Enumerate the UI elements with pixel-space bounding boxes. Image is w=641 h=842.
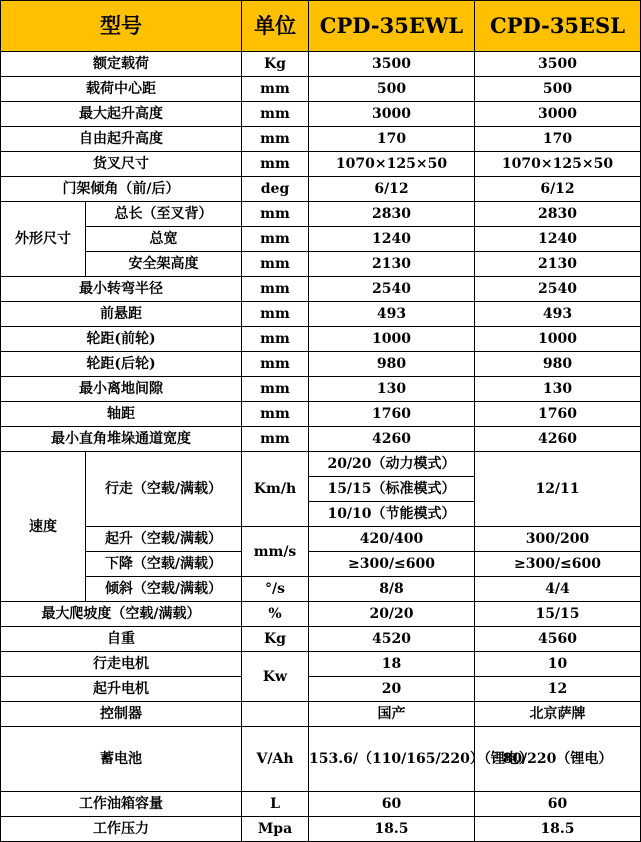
row-value-2: 1070×125×50 [475,152,641,177]
row-value-2: 3000 [475,102,641,127]
row-label: 行走电机 [1,652,242,677]
table-row [1,327,641,352]
row-value-2: 18.5 [475,817,641,842]
row-value-2: 12/11 [475,452,641,527]
row-value-2: 980 [475,352,641,377]
row-value-1: 980 [309,352,475,377]
row-unit: mm [242,102,309,127]
table-row [1,652,641,677]
table-row [1,377,641,402]
row-unit: mm [242,352,309,377]
table-row [1,677,641,702]
row-label: 额定载荷 [1,52,242,77]
row-label: 最大爬坡度（空载/满载） [1,602,242,627]
row-label: 最小离地间隙 [1,377,242,402]
row-label: 控制器 [1,702,242,727]
row-unit: deg [242,177,309,202]
row-unit: mm [242,377,309,402]
row-label: 起升电机 [1,677,242,702]
row-value-1: 18 [309,652,475,677]
row-label: 工作压力 [1,817,242,842]
table-row [1,452,641,477]
table-row [1,577,641,602]
row-label: 蓄电池 [1,727,242,792]
row-unit: % [242,602,309,627]
row-label: 轮距(后轮) [1,352,242,377]
row-label: 总宽 [86,227,242,252]
row-value-1: 1760 [309,402,475,427]
table-row [1,792,641,817]
row-value-2: 493 [475,302,641,327]
row-label: 总长（至叉背） [86,202,242,227]
row-value-2: 130 [475,377,641,402]
row-value-1: 3500 [309,52,475,77]
table-row [1,227,641,252]
row-label: 轴距 [1,402,242,427]
group-label-dimensions: 外形尺寸 [1,202,86,277]
row-label: 自重 [1,627,242,652]
row-unit: Mpa [242,817,309,842]
row-value-2: 2830 [475,202,641,227]
table-row [1,127,641,152]
row-value-1: 1240 [309,227,475,252]
row-value-1-power: 20/20（动力模式） [309,452,475,477]
table-row [1,252,641,277]
table-row [1,527,641,552]
row-value-2: 80/220（锂电） [475,727,641,792]
row-value-1: 4520 [309,627,475,652]
row-unit: °/s [242,577,309,602]
row-label: 前悬距 [1,302,242,327]
row-value-2: 170 [475,127,641,152]
row-value-1: 2130 [309,252,475,277]
row-value-2: 15/15 [475,602,641,627]
row-label: 下降（空载/满载） [86,552,242,577]
row-value-1: 500 [309,77,475,102]
group-label-speed: 速度 [1,452,86,602]
row-label: 最小转弯半径 [1,277,242,302]
row-value-1: 2540 [309,277,475,302]
row-label: 最大起升高度 [1,102,242,127]
row-unit: mm [242,327,309,352]
row-unit: V/Ah [242,727,309,792]
row-value-2: 12 [475,677,641,702]
row-value-1: 6/12 [309,177,475,202]
row-unit: mm [242,402,309,427]
table-row [1,702,641,727]
row-value-1: 8/8 [309,577,475,602]
row-unit: mm [242,302,309,327]
row-value-2: 4260 [475,427,641,452]
row-value-2: 60 [475,792,641,817]
row-label: 最小直角堆垛通道宽度 [1,427,242,452]
table-row [1,352,641,377]
row-label: 轮距(前轮) [1,327,242,352]
row-value-1: 3000 [309,102,475,127]
row-value-1: ≥300/≤600 [309,552,475,577]
row-value-1: 4260 [309,427,475,452]
table-row [1,152,641,177]
row-value-1: 170 [309,127,475,152]
table-row [1,627,641,652]
row-value-1: 18.5 [309,817,475,842]
row-unit: Km/h [242,452,309,527]
row-label: 起升（空载/满载） [86,527,242,552]
row-value-2: 2130 [475,252,641,277]
row-value-2: ≥300/≤600 [475,552,641,577]
table-row [1,427,641,452]
row-label: 行走（空载/满载） [86,452,242,527]
row-label: 门架倾角（前/后） [1,177,242,202]
row-unit: Kg [242,52,309,77]
row-unit: mm [242,127,309,152]
row-unit: mm/s [242,527,309,577]
row-unit: mm [242,227,309,252]
table-row [1,727,641,792]
row-value-1: 60 [309,792,475,817]
row-unit: L [242,792,309,817]
table-row [1,202,641,227]
table-row [1,302,641,327]
row-value-1: 153.6/（110/165/220）（锂电） [309,727,475,792]
row-value-2: 6/12 [475,177,641,202]
row-label: 自由起升高度 [1,127,242,152]
row-value-1: 2830 [309,202,475,227]
table-row [1,277,641,302]
table-row [1,102,641,127]
header-row [1,1,641,52]
row-value-1: 国产 [309,702,475,727]
row-value-1: 130 [309,377,475,402]
row-value-2: 3500 [475,52,641,77]
table-row [1,817,641,842]
row-value-2: 300/200 [475,527,641,552]
row-label: 安全架高度 [86,252,242,277]
row-unit: mm [242,252,309,277]
row-value-1: 20 [309,677,475,702]
header-col2: CPD-35ESL [475,1,641,52]
row-value-1-standard: 15/15（标准模式） [309,477,475,502]
row-unit: Kg [242,627,309,652]
row-value-1-eco: 10/10（节能模式） [309,502,475,527]
row-value-1: 420/400 [309,527,475,552]
row-label: 货叉尺寸 [1,152,242,177]
row-label: 倾斜（空载/满载） [86,577,242,602]
row-unit: mm [242,277,309,302]
row-value-1: 1070×125×50 [309,152,475,177]
row-unit [242,702,309,727]
row-label: 载荷中心距 [1,77,242,102]
row-value-2: 北京萨牌 [475,702,641,727]
row-value-2: 1240 [475,227,641,252]
header-model: 型号 [1,1,242,52]
row-unit: Kw [242,652,309,702]
row-unit: mm [242,202,309,227]
row-value-2: 1760 [475,402,641,427]
row-unit: mm [242,427,309,452]
row-unit: mm [242,152,309,177]
table-row [1,177,641,202]
row-value-2: 4560 [475,627,641,652]
table-row [1,52,641,77]
row-value-2: 1000 [475,327,641,352]
header-unit: 单位 [242,1,309,52]
table-row [1,77,641,102]
table-row [1,402,641,427]
row-label: 工作油箱容量 [1,792,242,817]
table-row [1,552,641,577]
row-value-1: 493 [309,302,475,327]
header-col1: CPD-35EWL [309,1,475,52]
table-row [1,602,641,627]
row-value-2: 500 [475,77,641,102]
row-unit: mm [242,77,309,102]
row-value-2: 10 [475,652,641,677]
row-value-2: 4/4 [475,577,641,602]
row-value-2: 2540 [475,277,641,302]
row-value-1: 20/20 [309,602,475,627]
row-value-1: 1000 [309,327,475,352]
